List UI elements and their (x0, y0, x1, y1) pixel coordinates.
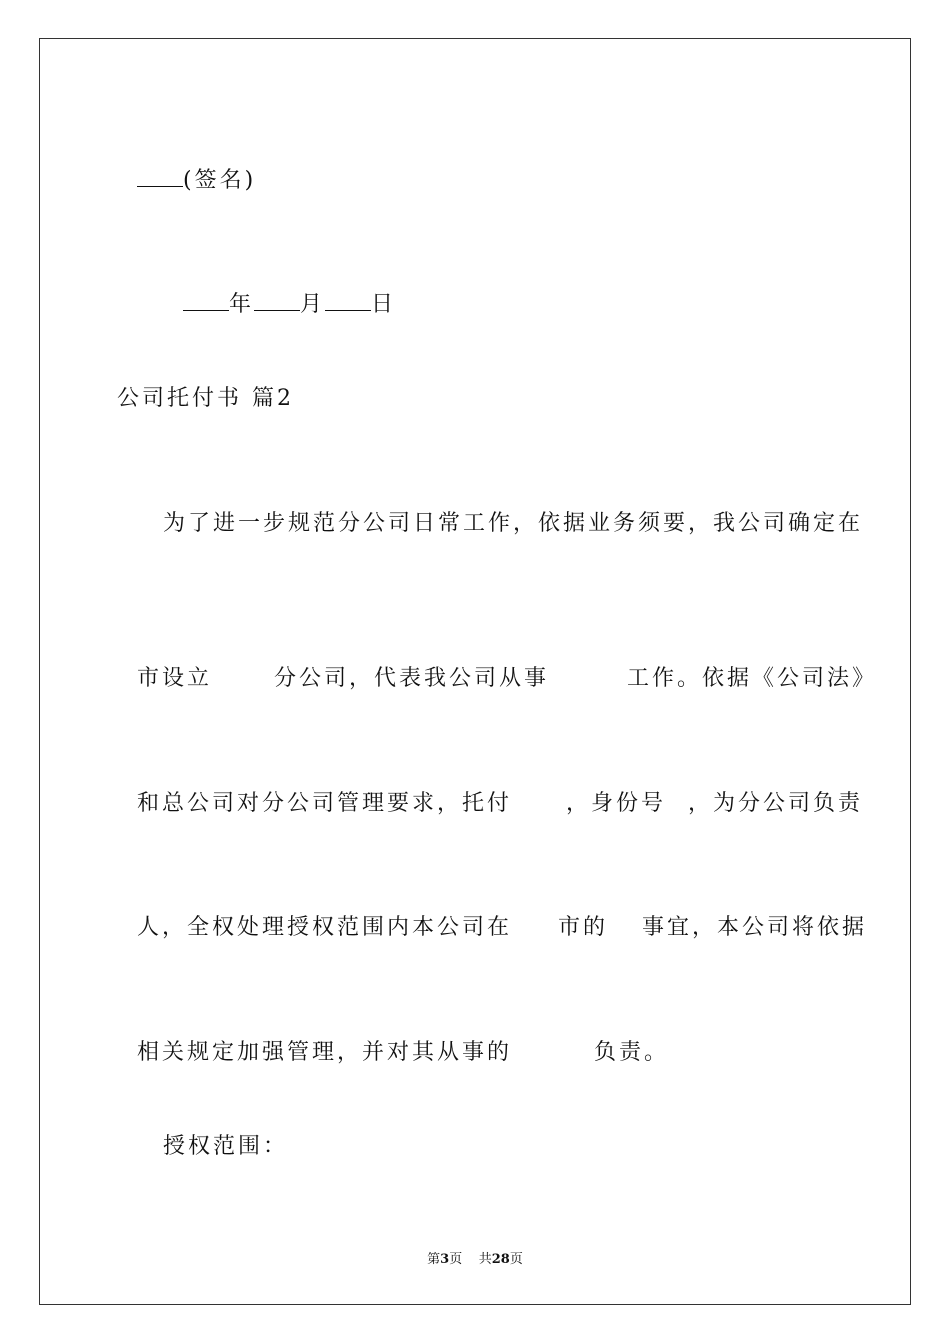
month-blank (254, 290, 300, 311)
date-line (163, 260, 396, 320)
scope-heading: 授权范围： (163, 1134, 289, 1159)
signature-line (117, 136, 256, 196)
paragraph-line-4: 人，全权处理授权范围内本公司在 市的 事宜，本公司将依据 (137, 915, 868, 940)
page-footer: 第3页 共28页 (427, 1252, 523, 1267)
signature-label: (签名) (183, 168, 257, 193)
paragraph-line-1: 为了进一步规范分公司日常工作，依据业务须要，我公司确定在 (163, 511, 864, 536)
day-label: 日 (371, 292, 397, 317)
paragraph-line-5: 相关规定加强管理，并对其从事的 负责。 (137, 1040, 670, 1065)
signature-blank (137, 166, 183, 187)
day-blank (325, 290, 371, 311)
section-title: 公司托付书 篇2 (117, 386, 294, 411)
month-label: 月 (300, 292, 326, 317)
paragraph-line-2: 市设立 分公司，代表我公司从事 工作。依据《公司法》 (137, 666, 878, 691)
paragraph-line-3: 和总公司对分公司管理要求，托付 ，身份号 ，为分公司负责 (137, 791, 864, 816)
year-blank (183, 290, 229, 311)
year-label: 年 (229, 292, 255, 317)
